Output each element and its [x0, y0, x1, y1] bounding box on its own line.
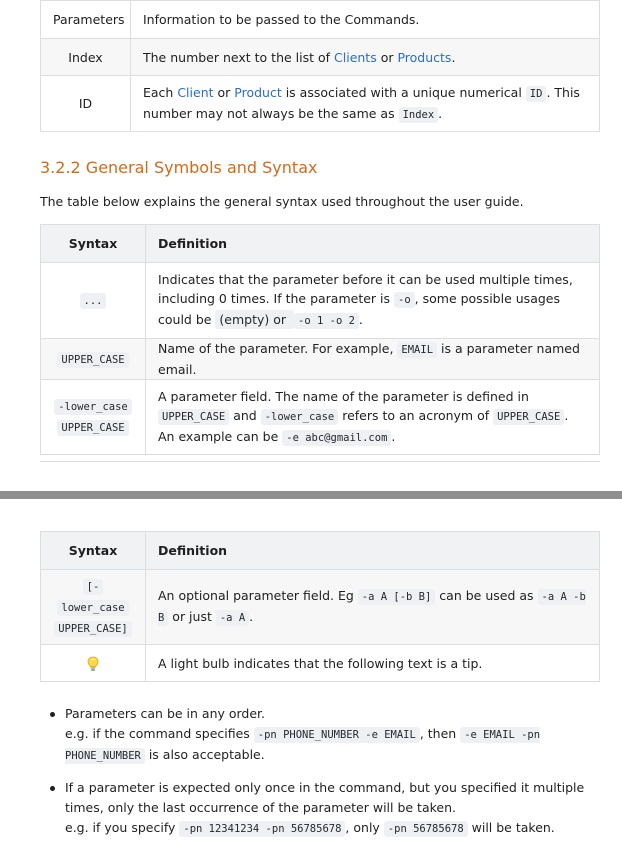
- definition-header: Definition: [146, 532, 600, 570]
- inline-code: UPPER_CASE: [493, 409, 564, 425]
- definition-cell: A light bulb indicates that the following text is a tip.: [146, 645, 600, 682]
- inline-code: (empty) or: [215, 310, 294, 329]
- inline-code: UPPER_CASE]: [54, 621, 132, 637]
- inline-code: ...: [80, 293, 107, 309]
- inline-code: -a A [-b B]: [358, 589, 436, 605]
- table-row: [41, 39, 600, 76]
- table-header-row: [41, 225, 600, 263]
- inline-code: -pn PHONE_NUMBER -e EMAIL: [254, 727, 420, 743]
- definition-cell: An optional parameter field. Eg -a A [-b B] can be used as -a A -b B or just -a A .: [146, 570, 600, 645]
- page-break: [0, 491, 622, 499]
- client-link[interactable]: Client: [177, 84, 214, 100]
- inline-code: UPPER_CASE: [158, 409, 229, 425]
- term-cell: Parameters: [41, 1, 131, 39]
- syntax-table: [40, 224, 600, 455]
- syntax-cell: [41, 645, 146, 682]
- syntax-cell: [41, 263, 146, 339]
- inline-code: -lower_case: [54, 399, 132, 415]
- inline-code: -a A -b B: [158, 591, 586, 624]
- inline-code: -o 1 -o 2: [294, 313, 359, 329]
- page-end-divider: [40, 461, 600, 462]
- table-row: [41, 380, 600, 455]
- syntax-header: Syntax: [41, 225, 146, 263]
- terms-table: [40, 0, 600, 132]
- inline-code: ID: [526, 86, 547, 102]
- inline-code: UPPER_CASE: [57, 420, 128, 436]
- product-link[interactable]: Product: [234, 84, 282, 100]
- list-item: If a parameter is expected only once in the command, but you specified it multiple times, only the last occurrence of the parameter will be taken. e.g. if you specify -pn 12341234 -pn 56785678 , only -pn 56785678 will be taken.: [40, 778, 600, 839]
- syntax-cell: [41, 339, 146, 380]
- definition-cell: A parameter field. The name of the parameter is defined in UPPER_CASE and -lower_case refers to an acronym of UPPER_CASE . An example can be -e abc@gmail.com .: [146, 380, 600, 455]
- section-intro: The table below explains the general syntax used throughout the user guide.: [40, 194, 524, 209]
- term-cell: Index: [41, 39, 131, 76]
- term-cell: ID: [41, 76, 131, 132]
- description-cell: Each Client or Product is associated with a unique numerical ID . This number may not always be the same as Index .: [131, 76, 600, 132]
- inline-code: -pn 56785678: [384, 821, 468, 837]
- clients-link[interactable]: Clients: [334, 49, 377, 65]
- table-header-row: [41, 532, 600, 570]
- section-heading: 3.2.2 General Symbols and Syntax: [40, 158, 318, 177]
- table-row: [41, 76, 600, 132]
- inline-code: Index: [399, 107, 439, 123]
- notes-list: [40, 704, 600, 851]
- table-row: [41, 339, 600, 380]
- inline-code: [-: [83, 579, 104, 595]
- inline-code: -pn 12341234 -pn 56785678: [179, 821, 345, 837]
- table-row: [41, 570, 600, 645]
- inline-code: UPPER_CASE: [57, 352, 128, 368]
- syntax-cell: [41, 570, 146, 645]
- inline-code: EMAIL: [397, 342, 437, 358]
- inline-code: -e abc@gmail.com: [282, 430, 391, 446]
- syntax-table-continued: [40, 531, 600, 682]
- inline-code: lower_case: [57, 600, 128, 616]
- table-row: [41, 263, 600, 339]
- syntax-header: Syntax: [41, 532, 146, 570]
- syntax-cell: [41, 380, 146, 455]
- lightbulb-icon: [87, 656, 99, 672]
- description-cell: The number next to the list of Clients or Products.: [131, 39, 600, 76]
- description-cell: Information to be passed to the Commands.: [131, 1, 600, 39]
- products-link[interactable]: Products: [397, 49, 452, 65]
- definition-cell: Name of the parameter. For example, EMAIL is a parameter named email.: [146, 339, 600, 380]
- definition-cell: Indicates that the parameter before it can be used multiple times, including 0 times. If the parameter is -o , some possible usages could be (empty) or -o 1 -o 2 .: [146, 263, 600, 339]
- inline-code: -lower_case: [261, 409, 339, 425]
- table-row: [41, 645, 600, 682]
- table-row: [41, 1, 600, 39]
- inline-code: -a A: [216, 610, 249, 626]
- list-item: Parameters can be in any order. e.g. if the command specifies -pn PHONE_NUMBER -e EMAIL , then -e EMAIL -pn PHONE_NUMBER is also acceptable.: [40, 704, 600, 766]
- inline-code: -o: [394, 292, 415, 308]
- inline-code: -e EMAIL -pn PHONE_NUMBER: [65, 729, 541, 762]
- definition-header: Definition: [146, 225, 600, 263]
